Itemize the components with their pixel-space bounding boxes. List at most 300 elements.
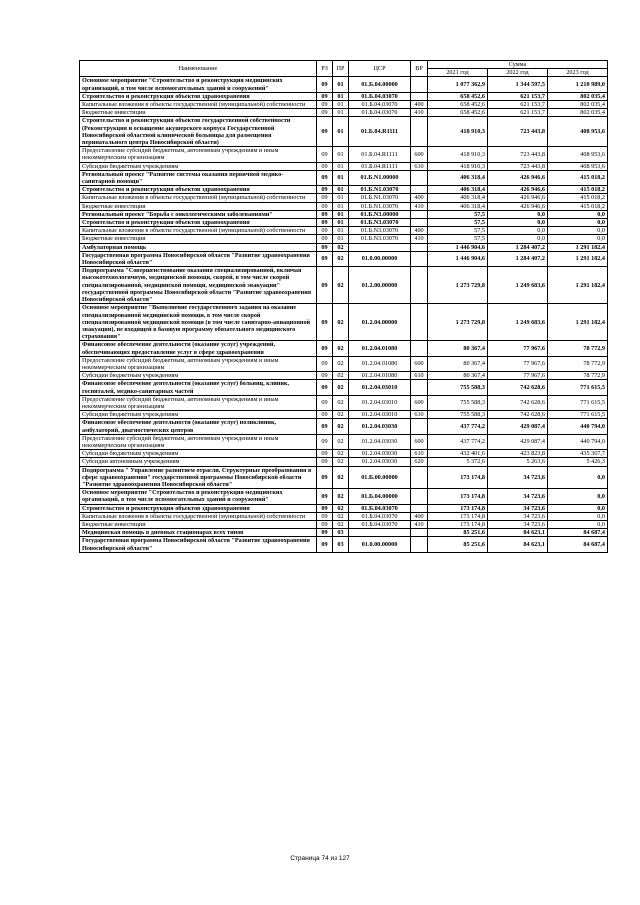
cell-csr: 01.Б.04.03070 <box>349 92 411 100</box>
cell-2022: 0,0 <box>488 227 548 235</box>
header-name: Наименование <box>80 61 317 77</box>
cell-2022: 34 723,6 <box>488 466 548 489</box>
cell-vr: 410 <box>411 235 428 243</box>
cell-2021: 173 174,8 <box>428 520 488 528</box>
cell-vr: 400 <box>411 512 428 520</box>
cell-name: Строительство и реконструкция объектов здравоохранения <box>80 504 317 512</box>
cell-2023: 1 291 182,4 <box>548 251 608 266</box>
cell-name: Финансовое обеспечение деятельности (оказание услуг) поликлиник, амбулаторий, диагностических центров <box>80 419 317 434</box>
cell-2021: 418 910,3 <box>428 117 488 147</box>
cell-2023: 802 035,4 <box>548 109 608 117</box>
cell-pr: 01 <box>333 170 349 185</box>
cell-2023: 1 291 182,4 <box>548 267 608 304</box>
page-number: Страница 74 из 127 <box>290 855 350 862</box>
cell-pr: 01 <box>333 219 349 227</box>
cell-2022: 1 249 683,6 <box>488 304 548 341</box>
cell-rz: 09 <box>317 235 333 243</box>
cell-2021: 5 372,6 <box>428 458 488 466</box>
cell-2022: 429 087,4 <box>488 434 548 449</box>
cell-rz: 09 <box>317 520 333 528</box>
cell-2021: 1 077 362,9 <box>428 77 488 92</box>
cell-name: Капитальные вложения в объекты государственной (муниципальной) собственности <box>80 227 317 235</box>
cell-csr: 01.Б.04.R1111 <box>349 117 411 147</box>
table-row <box>80 162 608 170</box>
cell-2023: 1 210 989,0 <box>548 77 608 92</box>
cell-vr: 610 <box>411 372 428 380</box>
table-row <box>80 77 608 92</box>
cell-name: Предоставление субсидий бюджетным, автономным учреждениям и иным некоммерческим организациям <box>80 434 317 449</box>
cell-csr: 01.Б.04.03070 <box>349 109 411 117</box>
table-row <box>80 372 608 380</box>
cell-pr: 01 <box>333 117 349 147</box>
cell-pr: 02 <box>333 450 349 458</box>
cell-pr: 02 <box>333 243 349 251</box>
header-year-2023: 2023 год <box>548 69 608 77</box>
cell-2023: 435 367,7 <box>548 450 608 458</box>
cell-2021: 437 774,2 <box>428 419 488 434</box>
table-row <box>80 411 608 419</box>
cell-2022: 1 344 597,5 <box>488 77 548 92</box>
cell-2023: 78 772,9 <box>548 341 608 356</box>
cell-vr <box>411 210 428 218</box>
cell-vr: 400 <box>411 101 428 109</box>
table-row <box>80 489 608 504</box>
cell-2022: 77 967,6 <box>488 356 548 371</box>
cell-2023: 408 953,6 <box>548 162 608 170</box>
cell-2022: 426 946,6 <box>488 170 548 185</box>
cell-csr: 01.0.00.00000 <box>349 537 411 552</box>
cell-2023: 0,0 <box>548 235 608 243</box>
cell-pr: 01 <box>333 235 349 243</box>
cell-pr: 02 <box>333 458 349 466</box>
cell-2023: 440 794,0 <box>548 434 608 449</box>
cell-rz: 09 <box>317 92 333 100</box>
cell-2021: 432 401,6 <box>428 450 488 458</box>
cell-csr: 01.Б.04.03070 <box>349 520 411 528</box>
cell-csr: 01.2.00.00000 <box>349 267 411 304</box>
cell-csr: 01.2.04.00000 <box>349 304 411 341</box>
cell-name: Медицинская помощь в дневных стационарах всех типов <box>80 529 317 537</box>
cell-name: Амбулаторная помощь <box>80 243 317 251</box>
cell-rz: 09 <box>317 219 333 227</box>
table-row <box>80 101 608 109</box>
cell-name: Строительство и реконструкция объектов здравоохранения <box>80 92 317 100</box>
cell-2023: 415 018,2 <box>548 194 608 202</box>
cell-csr: 01.Б.04.00000 <box>349 77 411 92</box>
cell-csr: 01.2.04.03010 <box>349 380 411 395</box>
cell-csr: 01.Б.N3.03070 <box>349 227 411 235</box>
table-row <box>80 512 608 520</box>
cell-2022: 1 249 683,6 <box>488 267 548 304</box>
cell-name: Основное мероприятие "Выполнение государственного задания на оказание специализированной медицинской помощи, в том числе скорой специализированной медицинской помощи (в том числе санитарно-авиационной эвакуации), не входящей в базовую программу обязательного медицинского страхования" <box>80 304 317 341</box>
cell-csr: 01.Б.N3.03070 <box>349 219 411 227</box>
cell-csr: 01.2.04.03030 <box>349 458 411 466</box>
cell-rz: 09 <box>317 419 333 434</box>
cell-csr: 01.2.04.01080 <box>349 356 411 371</box>
cell-pr: 01 <box>333 162 349 170</box>
cell-name: Бюджетные инвестиции <box>80 235 317 243</box>
cell-vr <box>411 466 428 489</box>
cell-name: Бюджетные инвестиции <box>80 202 317 210</box>
cell-2023: 802 035,4 <box>548 92 608 100</box>
cell-name: Субсидии бюджетным учреждениям <box>80 162 317 170</box>
cell-name: Капитальные вложения в объекты государственной (муниципальной) собственности <box>80 194 317 202</box>
cell-2021: 1 446 904,6 <box>428 243 488 251</box>
cell-vr <box>411 304 428 341</box>
table-row <box>80 466 608 489</box>
header-pr: ПР <box>333 61 349 77</box>
cell-pr: 01 <box>333 92 349 100</box>
cell-csr: 01.Б.04.R1111 <box>349 147 411 162</box>
cell-vr <box>411 341 428 356</box>
cell-rz: 09 <box>317 170 333 185</box>
cell-2022: 723 443,8 <box>488 162 548 170</box>
table-row <box>80 210 608 218</box>
cell-2021: 755 588,3 <box>428 380 488 395</box>
cell-2021: 173 174,8 <box>428 489 488 504</box>
cell-rz: 09 <box>317 202 333 210</box>
cell-vr: 600 <box>411 147 428 162</box>
table-row <box>80 356 608 371</box>
cell-2021: 85 251,6 <box>428 537 488 552</box>
cell-vr: 410 <box>411 202 428 210</box>
table-row <box>80 202 608 210</box>
table-row <box>80 458 608 466</box>
cell-2023: 0,0 <box>548 504 608 512</box>
cell-rz: 09 <box>317 458 333 466</box>
cell-csr: 01.Б.00.00000 <box>349 466 411 489</box>
cell-name: Строительство и реконструкция объектов государственной собственности (Реконструкция и оснащение акушерского корпуса Государственной Новосибирской областной клинической больницы для размещения перинатального центра Новосибирской области) <box>80 117 317 147</box>
cell-name: Субсидии бюджетным учреждениям <box>80 450 317 458</box>
cell-rz: 09 <box>317 227 333 235</box>
cell-name: Основное мероприятие "Строительство и реконструкция медицинских организаций, в том числе вспомогательных зданий и сооружений" <box>80 489 317 504</box>
cell-2021: 437 774,2 <box>428 434 488 449</box>
cell-name: Строительство и реконструкция объектов здравоохранения <box>80 186 317 194</box>
cell-vr: 400 <box>411 194 428 202</box>
budget-page <box>79 60 607 553</box>
cell-rz: 09 <box>317 489 333 504</box>
cell-2023: 771 615,5 <box>548 411 608 419</box>
cell-2021: 755 588,3 <box>428 395 488 410</box>
cell-pr: 01 <box>333 194 349 202</box>
table-row <box>80 251 608 266</box>
cell-csr <box>349 243 411 251</box>
cell-pr: 02 <box>333 267 349 304</box>
cell-vr <box>411 380 428 395</box>
cell-vr <box>411 489 428 504</box>
cell-pr: 01 <box>333 109 349 117</box>
cell-2022: 1 284 407,2 <box>488 251 548 266</box>
cell-vr <box>411 537 428 552</box>
cell-pr: 01 <box>333 210 349 218</box>
cell-csr: 01.Б.04.00000 <box>349 489 411 504</box>
cell-csr: 01.2.04.03030 <box>349 434 411 449</box>
cell-2022: 34 723,6 <box>488 512 548 520</box>
cell-csr: 01.0.00.00000 <box>349 251 411 266</box>
cell-name: Капитальные вложения в объекты государственной (муниципальной) собственности <box>80 512 317 520</box>
cell-2023: 1 291 182,4 <box>548 304 608 341</box>
header-sum: Сумма <box>428 61 608 69</box>
cell-pr: 01 <box>333 147 349 162</box>
cell-vr: 410 <box>411 109 428 117</box>
cell-2023: 1 291 182,4 <box>548 243 608 251</box>
table-row <box>80 147 608 162</box>
cell-rz: 09 <box>317 109 333 117</box>
cell-2022: 84 623,1 <box>488 529 548 537</box>
cell-2023: 440 794,0 <box>548 419 608 434</box>
cell-rz: 09 <box>317 466 333 489</box>
budget-table <box>79 60 608 553</box>
cell-vr <box>411 251 428 266</box>
cell-rz: 09 <box>317 210 333 218</box>
cell-pr: 02 <box>333 356 349 371</box>
cell-pr: 02 <box>333 434 349 449</box>
cell-pr: 03 <box>333 537 349 552</box>
cell-rz: 09 <box>317 395 333 410</box>
table-row <box>80 267 608 304</box>
cell-vr <box>411 92 428 100</box>
table-row <box>80 520 608 528</box>
cell-2022: 426 946,6 <box>488 202 548 210</box>
table-row <box>80 341 608 356</box>
cell-pr: 02 <box>333 466 349 489</box>
cell-2022: 0,0 <box>488 235 548 243</box>
cell-name: Государственная программа Новосибирской области "Развитие здравоохранения Новосибирской области" <box>80 251 317 266</box>
table-row <box>80 194 608 202</box>
cell-vr: 610 <box>411 411 428 419</box>
cell-rz: 09 <box>317 411 333 419</box>
cell-name: Финансовое обеспечение деятельности (оказание услуг) больниц, клиник, госпиталей, медико-санитарных частей <box>80 380 317 395</box>
cell-2021: 80 367,4 <box>428 356 488 371</box>
table-row <box>80 92 608 100</box>
cell-name: Подпрограмма "Совершенствование оказания специализированной, включая высокотехнологичную, медицинской помощи, скорой, в том числе скорой специализированной, медицинской помощи, медицинской эвакуации" государственной программы Новосибирской области "Развитие здравоохранения Новосибирской области" <box>80 267 317 304</box>
cell-name: Региональный проект "Развитие системы оказания первичной медико-санитарной помощи" <box>80 170 317 185</box>
cell-2021: 658 452,6 <box>428 109 488 117</box>
table-row <box>80 170 608 185</box>
cell-2021: 658 452,6 <box>428 92 488 100</box>
cell-2021: 418 910,3 <box>428 147 488 162</box>
table-row <box>80 227 608 235</box>
cell-2022: 77 967,6 <box>488 341 548 356</box>
cell-csr: 01.Б.N1.03070 <box>349 202 411 210</box>
cell-name: Субсидии бюджетным учреждениям <box>80 372 317 380</box>
cell-csr: 01.2.04.03030 <box>349 419 411 434</box>
cell-rz: 09 <box>317 243 333 251</box>
cell-vr: 600 <box>411 395 428 410</box>
cell-2022: 84 623,1 <box>488 537 548 552</box>
cell-rz: 09 <box>317 117 333 147</box>
cell-2021: 658 452,6 <box>428 101 488 109</box>
cell-2023: 771 615,5 <box>548 380 608 395</box>
cell-vr <box>411 77 428 92</box>
cell-2022: 5 263,6 <box>488 458 548 466</box>
cell-rz: 09 <box>317 162 333 170</box>
cell-2023: 84 687,4 <box>548 537 608 552</box>
cell-rz: 09 <box>317 537 333 552</box>
cell-vr <box>411 267 428 304</box>
cell-2023: 0,0 <box>548 219 608 227</box>
cell-pr: 02 <box>333 380 349 395</box>
cell-2023: 5 426,3 <box>548 458 608 466</box>
cell-vr <box>411 219 428 227</box>
cell-2022: 742 628,6 <box>488 380 548 395</box>
cell-2023: 78 772,9 <box>548 372 608 380</box>
cell-2021: 418 910,3 <box>428 162 488 170</box>
cell-2021: 1 273 729,8 <box>428 267 488 304</box>
cell-2022: 1 284 407,2 <box>488 243 548 251</box>
cell-2021: 80 367,4 <box>428 372 488 380</box>
cell-2023: 0,0 <box>548 466 608 489</box>
cell-2021: 173 174,8 <box>428 466 488 489</box>
cell-csr: 01.Б.N1.00000 <box>349 170 411 185</box>
cell-2023: 771 615,5 <box>548 395 608 410</box>
cell-vr: 610 <box>411 450 428 458</box>
cell-name: Подпрограмма " Управление развитием отрасли. Структурные преобразования в сфере здравоохранения" государственной программы Новосибирской области "Развитие здравоохранения Новосибирской области" <box>80 466 317 489</box>
header-year-2022: 2022 год <box>488 69 548 77</box>
header-year-2021: 2021 год <box>428 69 488 77</box>
cell-pr: 02 <box>333 304 349 341</box>
cell-2022: 621 153,7 <box>488 101 548 109</box>
cell-pr: 01 <box>333 202 349 210</box>
cell-vr: 610 <box>411 162 428 170</box>
cell-rz: 09 <box>317 504 333 512</box>
cell-2023: 0,0 <box>548 227 608 235</box>
cell-2023: 408 953,6 <box>548 117 608 147</box>
table-row <box>80 504 608 512</box>
cell-2021: 406 318,4 <box>428 186 488 194</box>
cell-2022: 423 823,8 <box>488 450 548 458</box>
cell-vr <box>411 419 428 434</box>
cell-2022: 34 723,6 <box>488 520 548 528</box>
cell-name: Предоставление субсидий бюджетным, автономным учреждениям и иным некоммерческим организациям <box>80 147 317 162</box>
cell-2022: 723 443,8 <box>488 117 548 147</box>
cell-vr <box>411 504 428 512</box>
cell-rz: 09 <box>317 101 333 109</box>
cell-rz: 09 <box>317 341 333 356</box>
cell-2021: 406 318,4 <box>428 194 488 202</box>
cell-vr <box>411 529 428 537</box>
cell-name: Бюджетные инвестиции <box>80 109 317 117</box>
cell-vr <box>411 243 428 251</box>
table-row <box>80 243 608 251</box>
cell-pr: 02 <box>333 512 349 520</box>
table-row <box>80 395 608 410</box>
table-header <box>80 61 608 77</box>
cell-2022: 34 723,6 <box>488 489 548 504</box>
cell-csr: 01.Б.N3.03070 <box>349 235 411 243</box>
cell-2022: 742 628,6 <box>488 395 548 410</box>
cell-csr: 01.Б.04.03070 <box>349 101 411 109</box>
cell-pr: 02 <box>333 372 349 380</box>
cell-rz: 09 <box>317 304 333 341</box>
cell-2021: 57,5 <box>428 210 488 218</box>
cell-name: Предоставление субсидий бюджетным, автономным учреждениям и иным некоммерческим организациям <box>80 356 317 371</box>
cell-2022: 77 967,6 <box>488 372 548 380</box>
cell-2023: 78 772,9 <box>548 356 608 371</box>
table-row <box>80 219 608 227</box>
cell-pr: 03 <box>333 529 349 537</box>
cell-name: Предоставление субсидий бюджетным, автономным учреждениям и иным некоммерческим организациям <box>80 395 317 410</box>
cell-2022: 34 723,6 <box>488 504 548 512</box>
cell-2023: 408 953,6 <box>548 147 608 162</box>
cell-rz: 09 <box>317 267 333 304</box>
cell-rz: 09 <box>317 380 333 395</box>
cell-2021: 1 446 904,6 <box>428 251 488 266</box>
cell-2022: 426 946,6 <box>488 186 548 194</box>
cell-2021: 85 251,6 <box>428 529 488 537</box>
table-body <box>80 77 608 552</box>
cell-csr: 01.2.04.03030 <box>349 450 411 458</box>
cell-2021: 406 318,4 <box>428 170 488 185</box>
cell-vr <box>411 117 428 147</box>
table-row <box>80 109 608 117</box>
cell-name: Строительство и реконструкция объектов здравоохранения <box>80 219 317 227</box>
cell-csr: 01.2.04.01080 <box>349 341 411 356</box>
cell-pr: 01 <box>333 101 349 109</box>
cell-2021: 1 273 729,8 <box>428 304 488 341</box>
cell-vr: 600 <box>411 434 428 449</box>
cell-csr: 01.2.04.03010 <box>349 395 411 410</box>
table-row <box>80 117 608 147</box>
cell-2022: 429 087,4 <box>488 419 548 434</box>
cell-2022: 723 443,8 <box>488 147 548 162</box>
cell-2021: 173 174,8 <box>428 512 488 520</box>
cell-rz: 09 <box>317 450 333 458</box>
cell-rz: 09 <box>317 372 333 380</box>
cell-csr: 01.Б.04.03070 <box>349 504 411 512</box>
cell-pr: 02 <box>333 251 349 266</box>
cell-csr: 01.Б.04.R1111 <box>349 162 411 170</box>
cell-pr: 02 <box>333 419 349 434</box>
cell-vr <box>411 170 428 185</box>
cell-name: Субсидии бюджетным учреждениям <box>80 411 317 419</box>
table-row <box>80 419 608 434</box>
cell-2022: 621 153,7 <box>488 92 548 100</box>
cell-rz: 09 <box>317 186 333 194</box>
table-row <box>80 186 608 194</box>
cell-pr: 02 <box>333 520 349 528</box>
cell-csr: 01.Б.04.03070 <box>349 512 411 520</box>
cell-name: Бюджетные инвестиции <box>80 520 317 528</box>
cell-2023: 0,0 <box>548 489 608 504</box>
header-vr: ВР <box>411 61 428 77</box>
header-csr: ЦСР <box>349 61 411 77</box>
cell-rz: 09 <box>317 77 333 92</box>
cell-2023: 0,0 <box>548 512 608 520</box>
table-row <box>80 537 608 552</box>
cell-csr: 01.2.04.03010 <box>349 411 411 419</box>
cell-2022: 0,0 <box>488 219 548 227</box>
cell-rz: 09 <box>317 251 333 266</box>
cell-2023: 802 035,4 <box>548 101 608 109</box>
cell-rz: 09 <box>317 434 333 449</box>
header-rz: РЗ <box>317 61 333 77</box>
cell-2021: 57,5 <box>428 227 488 235</box>
cell-2023: 0,0 <box>548 210 608 218</box>
cell-csr: 01.Б.N1.03070 <box>349 194 411 202</box>
cell-name: Финансовое обеспечение деятельности (оказание услуг) учреждений, обеспечивающих предоставление услуг в сфере здравоохранения <box>80 341 317 356</box>
cell-vr: 410 <box>411 520 428 528</box>
cell-name: Субсидии автономным учреждениям <box>80 458 317 466</box>
table-row <box>80 304 608 341</box>
cell-2022: 621 153,7 <box>488 109 548 117</box>
cell-pr: 02 <box>333 395 349 410</box>
cell-2021: 755 588,3 <box>428 411 488 419</box>
table-row <box>80 235 608 243</box>
cell-csr <box>349 529 411 537</box>
cell-rz: 09 <box>317 147 333 162</box>
cell-pr: 02 <box>333 489 349 504</box>
